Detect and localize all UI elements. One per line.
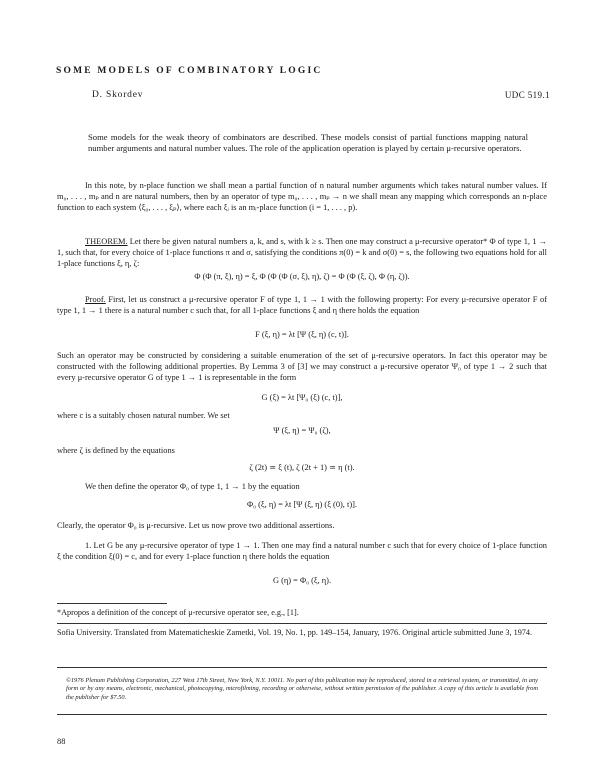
equation-6: G (η) = Φ₀ (ξ, η). bbox=[272, 576, 332, 585]
author-name: D. Skordev bbox=[92, 90, 144, 100]
proof-paragraph-7: 1. Let G be any μ-recursive operator of type 1 → 1. Then one may find a natural number c such that for every choice of 1-place function ξ the condition ξ(0) = c, and for every 1-place function η there holds the equation bbox=[57, 541, 547, 561]
intro-paragraph: In this note, by n-place function we shall mean a partial function of n natural number arguments which takes natural number values. If m₀, . . . , mₚ and n are natural numbers, then by an operator of type m₀, . . . , mₚ → n we shall mean any mapping which corresponds an n-place function to each system ⟨ξ₀, . . . , ξₚ⟩, where each ξᵢ is an mᵢ-place function (i = 1, . . . , p). bbox=[57, 181, 547, 212]
footnote-rule bbox=[57, 603, 167, 604]
equation-2: G (ξ) = λt [Ψ₀ (ξ) (c, t)], bbox=[261, 393, 343, 402]
affiliation-rule bbox=[57, 623, 547, 624]
proof-paragraph-2: Such an operator may be constructed by considering a suitable enumeration of the set of μ-recursive operators. In fact this operator may be constructed with the following additional properties. By Lemma 3 of [3] we may construct a μ-recursive operator Ψ₀ of type 1 → 2 such that every μ-recursive operator G of type 1 → 1 is representable in the form bbox=[57, 351, 547, 382]
copyright-rule-top bbox=[57, 667, 547, 668]
proof-paragraph-5: We then define the operator Φ₀ of type 1, 1 → 1 by the equation bbox=[85, 482, 300, 491]
proof-paragraph bbox=[57, 294, 547, 316]
proof-label: Proof. bbox=[85, 295, 106, 304]
proof-paragraph-4: where ζ is defined by the equations bbox=[57, 446, 175, 455]
equation-1: F (ξ, η) = λt [Ψ (ξ, η) (c, t)]. bbox=[255, 330, 349, 339]
theorem-text: Let there be given natural numbers a, k, and s, with k ≥ s. Then one may construct a μ-recursive operator* Φ of type 1, 1 → 1, such that, for every choice of 1-place functions π and σ, satisfying the conditions π(0) = k and σ(0) = s, the following two equations hold for all 1-place functions ξ, η, ζ: bbox=[57, 237, 547, 268]
equation-3: Ψ (ξ, η) = Ψ₀ (ζ), bbox=[273, 426, 331, 435]
equation-4: ζ (2t) ≃ ξ (t), ζ (2t + 1) ≃ η (t). bbox=[249, 463, 355, 472]
proof-paragraph-6: Clearly, the operator Φ₀ is μ-recursive. Let us now prove two additional assertions. bbox=[57, 521, 335, 530]
udc-code: UDC 519.1 bbox=[504, 90, 550, 100]
copyright-rule-bottom bbox=[57, 714, 547, 715]
theorem-paragraph bbox=[57, 236, 547, 269]
theorem-equation: Φ (Φ (π, ξ), η) = ξ, Φ (Φ (Φ (σ, ξ), η), ζ) = Φ (Φ (ξ, ζ), Φ (η, ζ)). bbox=[194, 272, 410, 281]
page-number: 88 bbox=[57, 737, 66, 746]
footnote: *Apropos a definition of the concept of μ-recursive operator see, e.g., [1]. bbox=[57, 608, 299, 617]
abstract: Some models for the weak theory of combinators are described. These models consist of partial functions mapping natural number arguments and natural number values. The role of the application operation is played by certain μ-recursive operators. bbox=[88, 132, 528, 154]
copyright-notice: ©1976 Plenum Publishing Corporation, 227 West 17th Street, New York, N.Y. 10011. No part of this publication may be reproduced, stored in a retrieval system, or transmitted, in any form or by any means, electronic, mechanical, photocopying, microfilming, recording or otherwise, without written permission of the publisher. A copy of this article is available from the publisher for $7.50. bbox=[66, 677, 538, 701]
affiliation-note: Sofia University. Translated from Matematicheskie Zametki, Vol. 19, No. 1, pp. 149–154, January, 1976. Original article submitted June 3, 1974. bbox=[57, 628, 533, 637]
proof-text: First, let us construct a μ-recursive operator F of type 1, 1 → 1 with the following property: For every μ-recursive operator F of type 1, 1 → 1 there is a natural number c such that, for all 1-place functions ξ and η there holds the equation bbox=[57, 295, 547, 315]
equation-5: Φ₀ (ξ, η) = λt [Ψ (ξ, η) (ξ (0), t)]. bbox=[246, 500, 357, 509]
proof-paragraph-3: where c is a suitably chosen natural number. We set bbox=[57, 411, 230, 420]
article-title: SOME MODELS OF COMBINATORY LOGIC bbox=[56, 66, 323, 76]
theorem-label: THEOREM. bbox=[85, 237, 128, 246]
